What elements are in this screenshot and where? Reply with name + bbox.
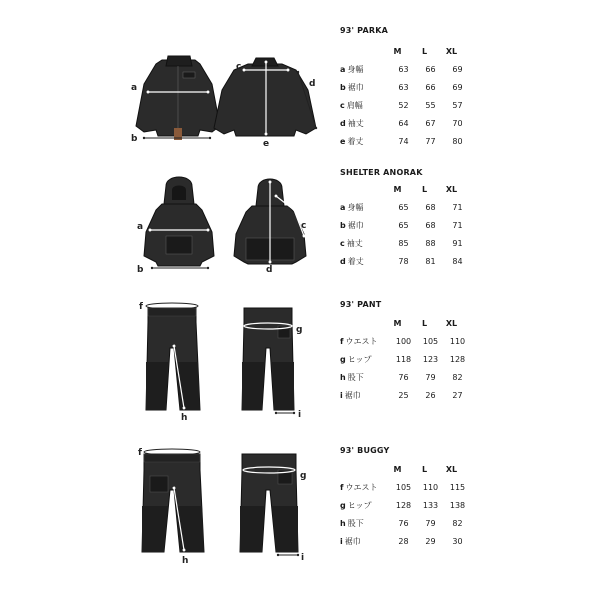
table-row	[340, 500, 471, 511]
column-header: XL	[445, 185, 458, 194]
row-label: 股下	[347, 373, 364, 382]
cell-xl: 82	[452, 519, 463, 528]
cell-xl: 84	[452, 257, 463, 266]
cell-xl: 71	[452, 203, 463, 212]
column-header: XL	[445, 47, 458, 56]
row-label: 着丈	[347, 137, 364, 146]
column-header: M	[393, 185, 402, 194]
cell-l: 26	[425, 391, 436, 400]
row-label: 着丈	[347, 257, 364, 266]
column-header: L	[421, 465, 428, 474]
column-header: L	[421, 185, 428, 194]
row-label: 身幅	[347, 203, 364, 212]
parka-letter-b: b	[131, 134, 138, 144]
cell-m: 78	[398, 257, 409, 266]
table-row	[340, 100, 471, 111]
column-header: L	[421, 319, 428, 328]
anorak-front-illustration	[144, 177, 214, 266]
row-letter: e	[340, 137, 346, 146]
parka-letter-d: d	[309, 79, 316, 89]
pant-back-illustration	[242, 308, 294, 410]
row-label: 股下	[347, 519, 364, 528]
cell-m: 65	[398, 203, 409, 212]
cell-xl: 80	[452, 137, 463, 146]
parka-letter-c: c	[236, 62, 242, 72]
table-header	[384, 185, 465, 194]
cell-m: 76	[398, 519, 409, 528]
row-label: ウエスト	[345, 483, 378, 492]
table-title: 93' PANT	[340, 300, 382, 309]
row-label: 裾巾	[344, 537, 361, 546]
cell-m: 128	[395, 501, 412, 510]
row-letter: g	[340, 501, 346, 510]
table-row	[340, 354, 471, 365]
row-letter: c	[340, 101, 345, 110]
row-label: 袖丈	[347, 119, 364, 128]
table-row	[340, 256, 471, 267]
cell-m: 52	[398, 101, 409, 110]
row-letter: g	[340, 355, 346, 364]
cell-m: 63	[398, 65, 409, 74]
pant-letter-g: g	[296, 325, 303, 335]
cell-xl: 110	[449, 337, 466, 346]
parka-letter-e: e	[263, 139, 270, 149]
cell-xl: 71	[452, 221, 463, 230]
cell-m: 118	[395, 355, 412, 364]
cell-l: 67	[425, 119, 436, 128]
row-letter: b	[340, 221, 346, 230]
table-row	[340, 518, 471, 529]
buggy-letter-f: f	[138, 448, 142, 458]
table-row	[340, 118, 471, 129]
row-letter: a	[340, 203, 346, 212]
cell-m: 85	[398, 239, 409, 248]
cell-l: 29	[425, 537, 436, 546]
cell-xl: 128	[449, 355, 466, 364]
table-row	[340, 136, 471, 147]
row-letter: h	[340, 373, 346, 382]
row-letter: i	[340, 391, 343, 400]
size-table-pant	[340, 300, 466, 400]
cell-l: 123	[422, 355, 439, 364]
parka-front-illustration	[136, 56, 220, 140]
cell-l: 68	[425, 221, 436, 230]
anorak-letter-c: c	[301, 221, 307, 231]
table-row	[340, 82, 471, 93]
column-header: M	[393, 465, 402, 474]
cell-m: 74	[398, 137, 409, 146]
row-letter: f	[340, 337, 344, 346]
cell-xl: 82	[452, 373, 463, 382]
cell-xl: 69	[452, 65, 463, 74]
table-row	[340, 482, 471, 493]
row-label: 肩幅	[346, 101, 363, 110]
row-letter: i	[340, 537, 343, 546]
row-letter: b	[340, 83, 346, 92]
pant-letter-f: f	[139, 302, 143, 312]
cell-l: 77	[425, 137, 436, 146]
cell-m: 76	[398, 373, 409, 382]
table-row	[340, 390, 471, 401]
buggy-front-illustration	[142, 454, 204, 552]
table-title: 93' PARKA	[340, 26, 389, 35]
cell-l: 66	[425, 65, 436, 74]
row-label: ウエスト	[345, 337, 378, 346]
row-label: 裾巾	[344, 391, 361, 400]
row-letter: f	[340, 483, 344, 492]
parka-back-illustration	[214, 58, 316, 136]
cell-l: 79	[425, 519, 436, 528]
anorak-letter-d: d	[266, 265, 273, 275]
cell-m: 25	[398, 391, 409, 400]
table-title: 93' BUGGY	[340, 446, 390, 455]
cell-xl: 91	[452, 239, 463, 248]
row-label: ヒップ	[347, 355, 372, 364]
cell-xl: 70	[452, 119, 463, 128]
anorak-letter-a: a	[137, 222, 144, 232]
cell-l: 133	[422, 501, 439, 510]
row-label: ヒップ	[347, 501, 372, 510]
cell-m: 63	[398, 83, 409, 92]
table-row	[340, 202, 471, 213]
cell-m: 65	[398, 221, 409, 230]
cell-m: 105	[395, 483, 412, 492]
table-row	[340, 64, 471, 75]
row-letter: a	[340, 65, 346, 74]
table-row	[340, 238, 471, 249]
table-row	[340, 372, 471, 383]
cell-xl: 27	[452, 391, 463, 400]
cell-xl: 30	[452, 537, 463, 546]
cell-l: 81	[425, 257, 436, 266]
column-header: M	[393, 319, 402, 328]
table-row	[340, 220, 471, 231]
cell-m: 28	[398, 537, 409, 546]
column-header: M	[393, 47, 402, 56]
size-table-anorak	[340, 168, 463, 266]
pant-letter-i: i	[298, 410, 302, 420]
row-letter: c	[340, 239, 345, 248]
cell-l: 88	[425, 239, 436, 248]
row-label: 裾巾	[347, 83, 364, 92]
cell-l: 79	[425, 373, 436, 382]
table-title: SHELTER ANORAK	[340, 168, 423, 177]
pant-letter-h: h	[181, 413, 188, 423]
buggy-back-illustration	[240, 454, 298, 552]
table-header	[384, 47, 465, 56]
cell-l: 110	[422, 483, 439, 492]
anorak-back-illustration	[234, 179, 306, 264]
row-label: 袖丈	[346, 239, 363, 248]
cell-xl: 69	[452, 83, 463, 92]
cell-xl: 138	[449, 501, 466, 510]
buggy-letter-g: g	[300, 471, 307, 481]
size-table-parka	[340, 26, 463, 146]
row-letter: h	[340, 519, 346, 528]
parka-letter-a: a	[131, 83, 138, 93]
cell-m: 64	[398, 119, 409, 128]
cell-xl: 115	[449, 483, 466, 492]
column-header: XL	[445, 319, 458, 328]
column-header: L	[421, 47, 428, 56]
cell-l: 68	[425, 203, 436, 212]
cell-l: 66	[425, 83, 436, 92]
cell-l: 55	[425, 101, 436, 110]
row-label: 裾巾	[347, 221, 364, 230]
buggy-letter-i: i	[301, 553, 305, 563]
column-header: XL	[445, 465, 458, 474]
cell-l: 105	[422, 337, 439, 346]
row-letter: d	[340, 119, 346, 128]
size-table-buggy	[340, 446, 466, 546]
table-row	[340, 336, 471, 347]
table-header	[384, 319, 465, 328]
buggy-letter-h: h	[182, 556, 189, 566]
cell-m: 100	[395, 337, 412, 346]
pant-front-illustration	[146, 308, 200, 410]
cell-xl: 57	[452, 101, 463, 110]
row-label: 身幅	[347, 65, 364, 74]
table-header	[384, 465, 465, 474]
anorak-letter-b: b	[137, 265, 144, 275]
table-row	[340, 536, 471, 547]
row-letter: d	[340, 257, 346, 266]
